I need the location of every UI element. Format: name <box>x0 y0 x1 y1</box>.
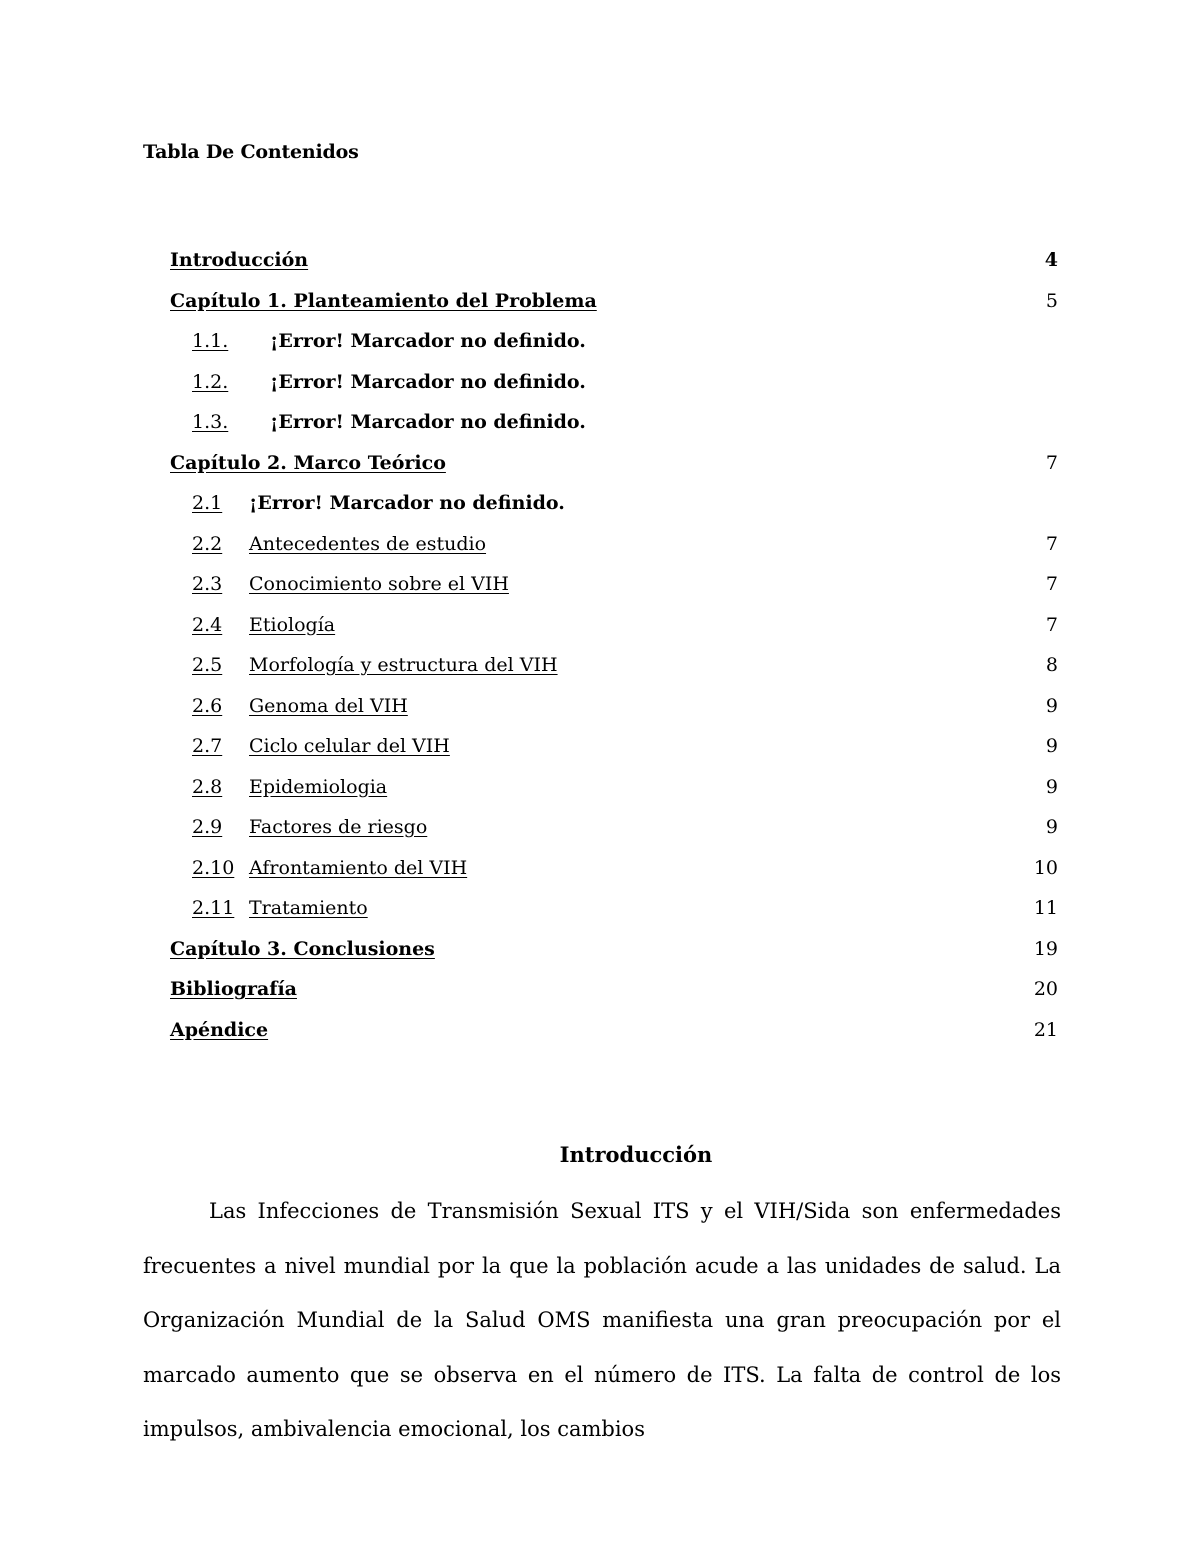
toc-entry-label: ¡Error! Marcador no definido. <box>270 411 586 433</box>
toc-entry-2-7[interactable] <box>170 726 1058 767</box>
toc-entry-label[interactable]: Epidemiologia <box>249 775 388 798</box>
toc-entry-number[interactable]: 2.11 <box>192 897 235 919</box>
toc-entry-page: 9 <box>1045 694 1058 717</box>
toc-entry-label: ¡Error! Marcador no definido. <box>270 330 586 352</box>
toc-entry-page: 8 <box>1045 654 1058 676</box>
body-paragraph: Las Infecciones de Transmisión Sexual ITS y el VIH/Sida son enfermedades frecuentes a nivel mundial por la que la población acude a las unidades de salud. La Organización Mundial de la Salud OMS manifiesta una gran preocupación por el marcado aumento que se observa en el número de ITS. La falta de control de los impulsos, ambivalencia emocional, los cambios <box>143 1199 1061 1441</box>
toc-entry-number[interactable]: 2.4 <box>192 613 223 636</box>
toc-entry-label[interactable]: Capítulo 2. Marco Teórico <box>170 451 446 474</box>
toc-entry-page: 9 <box>1045 816 1058 838</box>
toc-entry-label[interactable]: Capítulo 3. Conclusiones <box>170 937 435 960</box>
toc-entry-label[interactable]: Antecedentes de estudio <box>249 532 487 555</box>
toc-entry-number[interactable]: 2.5 <box>192 654 223 676</box>
toc-entry-number[interactable]: 2.3 <box>192 573 223 595</box>
toc-entry-label[interactable]: Ciclo celular del VIH <box>249 735 450 757</box>
toc-entry-2-5[interactable] <box>170 645 1058 686</box>
toc-entry-2-2[interactable] <box>170 524 1058 565</box>
toc-entry-number[interactable]: 2.9 <box>192 816 223 838</box>
section-heading-introduccion: Introducción <box>559 1142 713 1167</box>
toc-entry-label[interactable]: Afrontamiento del VIH <box>249 856 468 879</box>
toc-entry-number[interactable]: 1.1. <box>192 330 229 352</box>
toc-entry-page: 20 <box>1033 978 1058 1000</box>
toc-entry-2-9[interactable] <box>170 807 1058 848</box>
toc-entry-introduccion[interactable] <box>170 240 1058 281</box>
toc-entry-1-2[interactable] <box>170 362 1058 403</box>
toc-entry-page: 11 <box>1033 897 1058 919</box>
toc-entry-label[interactable]: Etiología <box>249 613 336 636</box>
toc-entry-capitulo-3[interactable] <box>170 929 1058 970</box>
toc-entry-page: 7 <box>1045 451 1058 474</box>
toc-entry-page: 7 <box>1045 532 1058 555</box>
toc-entry-2-6[interactable] <box>170 686 1058 727</box>
toc-entry-label[interactable]: Tratamiento <box>249 897 368 919</box>
toc-entry-number[interactable]: 2.10 <box>192 856 235 879</box>
toc-entry-2-3[interactable] <box>170 564 1058 605</box>
toc-entry-label[interactable]: Genoma del VIH <box>249 694 408 717</box>
toc-entry-2-11[interactable] <box>170 888 1058 929</box>
toc-entry-apendice[interactable] <box>170 1010 1058 1051</box>
toc-entry-label[interactable]: Morfología y estructura del VIH <box>249 654 558 676</box>
toc-entry-label[interactable]: Factores de riesgo <box>249 816 428 838</box>
toc-entry-page: 21 <box>1033 1018 1058 1041</box>
toc-entry-number[interactable]: 2.7 <box>192 735 223 757</box>
toc-entry-page: 10 <box>1033 856 1058 879</box>
toc-entry-label: ¡Error! Marcador no definido. <box>249 492 565 514</box>
toc-entry-page: 19 <box>1033 937 1058 960</box>
toc-entry-page: 7 <box>1045 613 1058 636</box>
toc-entry-1-1[interactable] <box>170 321 1058 362</box>
toc-entry-label[interactable]: Apéndice <box>170 1018 269 1041</box>
toc-entry-page: 4 <box>1044 249 1058 271</box>
toc-entry-page: 5 <box>1045 289 1058 312</box>
toc-entry-2-10[interactable] <box>170 848 1058 889</box>
toc-entry-2-4[interactable] <box>170 605 1058 646</box>
toc-entry-number[interactable]: 2.6 <box>192 694 223 717</box>
toc-entry-label[interactable]: Introducción <box>170 249 309 271</box>
toc-entry-1-3[interactable] <box>170 402 1058 443</box>
toc-entry-page: 9 <box>1045 735 1058 757</box>
toc-entry-number[interactable]: 2.2 <box>192 532 223 555</box>
toc-entry-2-8[interactable] <box>170 767 1058 808</box>
toc-title: Tabla De Contenidos <box>143 141 359 163</box>
toc-entry-page: 9 <box>1045 775 1058 798</box>
toc-entry-label[interactable]: Conocimiento sobre el VIH <box>249 573 509 595</box>
toc-entry-2-1[interactable] <box>170 483 1058 524</box>
toc-entry-label[interactable]: Capítulo 1. Planteamiento del Problema <box>170 289 597 312</box>
toc-entry-label: ¡Error! Marcador no definido. <box>270 370 586 393</box>
toc-entry-number[interactable]: 2.8 <box>192 775 223 798</box>
table-of-contents <box>170 240 1058 1050</box>
toc-entry-capitulo-2[interactable] <box>170 443 1058 484</box>
toc-entry-page: 7 <box>1045 573 1058 595</box>
toc-entry-number[interactable]: 1.3. <box>192 411 229 433</box>
toc-entry-capitulo-1[interactable] <box>170 281 1058 322</box>
toc-entry-number[interactable]: 2.1 <box>192 492 223 514</box>
toc-entry-label[interactable]: Bibliografía <box>170 978 297 1000</box>
toc-entry-bibliografia[interactable] <box>170 969 1058 1010</box>
toc-entry-number[interactable]: 1.2. <box>192 370 229 393</box>
